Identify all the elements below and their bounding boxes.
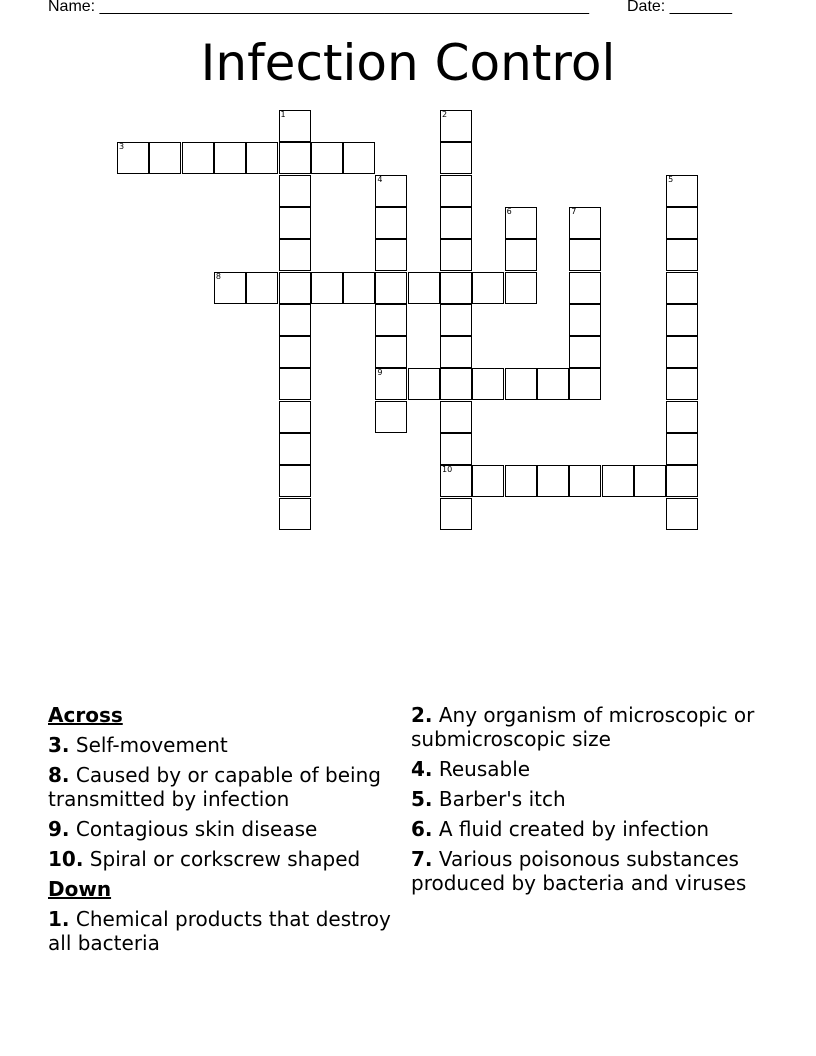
crossword-cell[interactable]	[602, 465, 634, 497]
clue-text: Self-movement	[75, 733, 228, 757]
crossword-cell[interactable]	[537, 368, 569, 400]
crossword-cell[interactable]	[440, 239, 472, 271]
clue-down-6	[411, 817, 781, 841]
crossword-cell[interactable]	[343, 142, 375, 174]
clue-number-label: 2	[442, 110, 448, 119]
crossword-cell[interactable]	[440, 207, 472, 239]
clue-number: 10.	[48, 847, 84, 871]
clue-number: 5.	[411, 787, 433, 811]
clue-number-label: 8	[215, 271, 221, 281]
crossword-cell[interactable]	[440, 401, 472, 433]
crossword-cell[interactable]	[279, 110, 311, 142]
clue-number: 8.	[48, 763, 70, 787]
crossword-cell[interactable]	[279, 175, 311, 207]
clues-column-right	[411, 703, 781, 901]
crossword-cell[interactable]	[569, 272, 601, 304]
clue-down-1	[48, 907, 393, 955]
clue-text: Reusable	[438, 757, 531, 781]
crossword-cell[interactable]	[569, 368, 601, 400]
date-field-line: Date: _______	[627, 0, 732, 15]
crossword-cell[interactable]	[440, 304, 472, 336]
crossword-cell[interactable]	[666, 465, 698, 497]
crossword-cell[interactable]	[440, 368, 472, 400]
clue-text: Spiral or corkscrew shaped	[89, 847, 361, 871]
crossword-cell[interactable]	[246, 272, 278, 304]
crossword-cell[interactable]	[279, 498, 311, 530]
crossword-cell[interactable]	[440, 142, 472, 174]
crossword-cell[interactable]	[666, 272, 698, 304]
crossword-cell[interactable]	[279, 465, 311, 497]
crossword-cell[interactable]	[279, 142, 311, 174]
clue-number-label: 5	[668, 174, 674, 184]
crossword-cell[interactable]	[537, 465, 569, 497]
clue-number-label: 3	[119, 142, 125, 152]
clue-number: 9.	[48, 817, 70, 841]
crossword-cell[interactable]	[666, 207, 698, 239]
crossword-cell[interactable]	[666, 175, 698, 207]
clue-across-8	[48, 763, 393, 811]
clue-text: Various poisonous substances produced by bacteria and viruses	[411, 847, 747, 895]
clue-across-10	[48, 847, 393, 871]
crossword-cell[interactable]	[569, 239, 601, 271]
crossword-cell[interactable]	[279, 368, 311, 400]
crossword-cell[interactable]	[666, 239, 698, 271]
clue-text: Contagious skin disease	[75, 817, 318, 841]
crossword-cell[interactable]	[182, 142, 214, 174]
crossword-cell[interactable]	[666, 433, 698, 465]
clue-number: 3.	[48, 733, 70, 757]
crossword-cell[interactable]	[505, 368, 537, 400]
crossword-cell[interactable]	[214, 142, 246, 174]
crossword-cell[interactable]	[375, 401, 407, 433]
crossword-cell[interactable]	[472, 465, 504, 497]
clue-number: 1.	[48, 907, 70, 931]
crossword-cell[interactable]	[343, 272, 375, 304]
crossword-cell[interactable]	[375, 175, 407, 207]
clues-column-left	[48, 703, 393, 961]
clue-across-9	[48, 817, 393, 841]
crossword-cell[interactable]	[408, 272, 440, 304]
crossword-cell[interactable]	[279, 401, 311, 433]
crossword-cell[interactable]	[505, 207, 537, 239]
clue-number-label: 4	[377, 174, 383, 184]
crossword-cell[interactable]	[569, 336, 601, 368]
crossword-cell[interactable]	[472, 272, 504, 304]
crossword-cell[interactable]	[634, 465, 666, 497]
crossword-cell[interactable]	[440, 498, 472, 530]
crossword-cell[interactable]	[375, 304, 407, 336]
crossword-cell[interactable]	[279, 207, 311, 239]
crossword-cell[interactable]	[440, 175, 472, 207]
crossword-cell[interactable]	[246, 142, 278, 174]
clue-down-4	[411, 757, 781, 781]
down-heading: Down	[48, 877, 112, 901]
crossword-cell[interactable]	[149, 142, 181, 174]
name-field-line: Name: _______________________________________________________	[48, 0, 589, 15]
crossword-cell[interactable]	[375, 272, 407, 304]
crossword-cell[interactable]	[440, 110, 472, 142]
crossword-cell[interactable]	[311, 142, 343, 174]
crossword-cell[interactable]	[440, 272, 472, 304]
crossword-cell[interactable]	[279, 433, 311, 465]
crossword-cell[interactable]	[440, 433, 472, 465]
clue-number: 2.	[411, 703, 433, 727]
crossword-cell[interactable]	[505, 272, 537, 304]
page-title: Infection Control	[200, 34, 616, 92]
crossword-cell[interactable]	[279, 336, 311, 368]
crossword-cell[interactable]	[472, 368, 504, 400]
clue-down-2	[411, 703, 781, 751]
crossword-cell[interactable]	[375, 336, 407, 368]
clue-number-label: 6	[506, 206, 512, 216]
crossword-cell[interactable]	[279, 239, 311, 271]
crossword-cell[interactable]	[666, 401, 698, 433]
clue-down-7	[411, 847, 781, 895]
clue-across-3	[48, 733, 393, 757]
crossword-cell[interactable]	[279, 304, 311, 336]
clue-number-label: 7	[571, 206, 577, 216]
crossword-cell[interactable]	[375, 239, 407, 271]
crossword-cell[interactable]	[569, 304, 601, 336]
crossword-cell[interactable]	[408, 368, 440, 400]
crossword-cell[interactable]	[214, 272, 246, 304]
crossword-cell[interactable]	[505, 239, 537, 271]
crossword-cell[interactable]	[311, 272, 343, 304]
clue-number-label: 10	[442, 465, 453, 475]
clue-number: 6.	[411, 817, 433, 841]
crossword-cell[interactable]	[569, 207, 601, 239]
clue-number: 7.	[411, 847, 433, 871]
clue-text: Chemical products that destroy all bacteria	[48, 907, 391, 955]
clue-down-5	[411, 787, 781, 811]
clue-text: Barber's itch	[438, 787, 566, 811]
crossword-cell[interactable]	[440, 465, 472, 497]
crossword-cell[interactable]	[666, 304, 698, 336]
crossword-cell[interactable]	[666, 368, 698, 400]
crossword-cell[interactable]	[440, 336, 472, 368]
clue-text: Caused by or capable of being transmitted by infection	[48, 763, 381, 811]
crossword-cell[interactable]	[505, 465, 537, 497]
clue-text: A fluid created by infection	[438, 817, 710, 841]
crossword-cell[interactable]	[117, 142, 149, 174]
crossword-cell[interactable]	[375, 207, 407, 239]
clue-number: 4.	[411, 757, 433, 781]
clue-number-label: 1	[280, 110, 286, 119]
clue-text: Any organism of microscopic or submicroscopic size	[411, 703, 755, 751]
crossword-cell[interactable]	[666, 498, 698, 530]
clue-number-label: 9	[377, 368, 383, 378]
crossword-cell[interactable]	[375, 368, 407, 400]
across-heading: Across	[48, 703, 123, 727]
crossword-cell[interactable]	[666, 336, 698, 368]
crossword-cell[interactable]	[279, 272, 311, 304]
crossword-cell[interactable]	[569, 465, 601, 497]
